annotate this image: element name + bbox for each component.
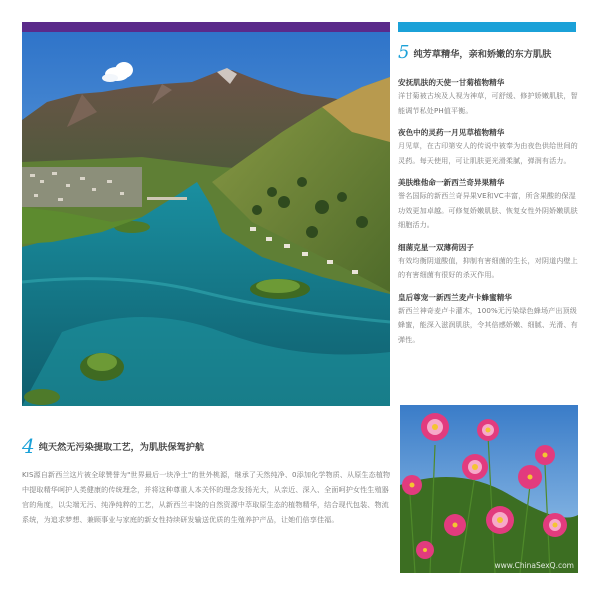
ingredient-title: 皇后尊宠一新西兰麦卢卡蜂蜜精华 bbox=[398, 292, 512, 302]
section-5-title: 纯芳草精华，亲和娇嫩的东方肌肤 bbox=[413, 49, 552, 60]
section-5-heading bbox=[398, 44, 578, 62]
ingredient-item bbox=[398, 76, 578, 118]
ingredient-title: 夜色中的灵药一月见草植物精华 bbox=[398, 128, 505, 137]
ingredient-body: 月见草，在古印第安人的传说中被奉为由夜色供给世间的灵药。每天使用，可让肌肤更光滑柔腻，弹润有活力。 bbox=[398, 141, 578, 165]
ingredient-item bbox=[398, 241, 578, 283]
ingredient-body: 誉名国际的新西兰奇异果VE和VC丰富，所含果酸的保湿功效更加卓越。可修复娇嫩肌肤、恢复女性外阴娇嫩肌肤细胞活力。 bbox=[398, 191, 578, 229]
section-4-heading bbox=[22, 434, 392, 458]
ingredient-title: 细菌克星一双薄荷因子 bbox=[398, 242, 474, 252]
section-4-title: 纯天然无污染提取工艺，为肌肤保驾护航 bbox=[38, 442, 205, 453]
ingredient-body: 新西兰神奇麦卢卡灌木，100%无污染绿色蜂场产出顶级蜂蜜，能深入滋润肌肤，令其倍感娇嫩、细腻、光滑、有弹性。 bbox=[398, 305, 578, 344]
ingredient-title: 安抚肌肤的天使一甘菊植物精华 bbox=[398, 78, 505, 87]
landscape-photo bbox=[22, 32, 390, 406]
watermark-text: www.ChinaSexQ.com bbox=[494, 561, 574, 570]
purple-header-bar bbox=[22, 22, 390, 32]
section-4-number: 4 bbox=[22, 434, 35, 458]
ingredient-body: 有效均衡阴道酸值，抑制有害细菌的生长，对阴道内壁上的有害细菌有很好的杀灭作用。 bbox=[398, 255, 578, 279]
section-5-number: 5 bbox=[398, 42, 410, 63]
cosmos-flower-photo bbox=[400, 405, 578, 573]
ingredient-body: 洋甘菊被古埃及人视为神草，可舒缓、修护娇嫩肌肤，智能调节私处PH值平衡。 bbox=[398, 91, 578, 115]
ingredient-item bbox=[398, 126, 578, 168]
ingredient-item bbox=[398, 176, 578, 233]
section-4 bbox=[22, 434, 392, 527]
ingredient-title: 美肤维他命一新西兰奇异果精华 bbox=[398, 178, 505, 187]
section-4-body: KIS源自新西兰这片被全球赞誉为"世界最后一块净土"的世外桃源，继承了天然纯净、0添加化学物质、从原生态植物中提取精华呵护人类健康的传统理念，并将这种尊重人本关怀的理念发扬光大，从亲近、深入、全面呵护女性生殖器官的角度，以尖端无污、纯净纯粹的工艺，从新西兰丰饶的自然资源中萃取原生态的植物精华，结合现代包装、物流系统，为追求梦想、兼顾事业与家庭的新女性持续研发输送优质的生殖养护产品，让她们倍享佳福。 bbox=[22, 470, 391, 524]
ingredient-item bbox=[398, 291, 578, 348]
cyan-header-bar bbox=[398, 22, 576, 32]
section-5 bbox=[398, 44, 578, 355]
